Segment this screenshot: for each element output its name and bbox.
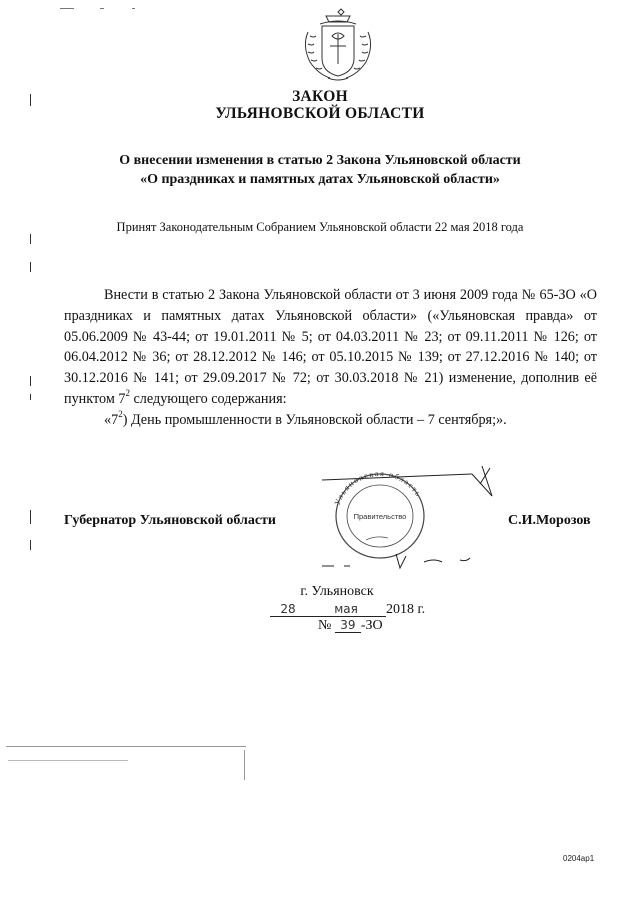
new-item-open: «7 bbox=[104, 411, 119, 428]
new-item-superscript: 2 bbox=[118, 409, 123, 420]
law-body bbox=[64, 285, 597, 431]
margin-mark bbox=[30, 234, 31, 244]
adoption-note: Принят Законодательным Собранием Ульяновской области 22 мая 2018 года bbox=[116, 220, 524, 234]
region-title: УЛЬЯНОВСКОЙ ОБЛАСТИ bbox=[215, 105, 425, 122]
amendment-text: Внести в статью 2 Закона Ульяновской области от 3 июня 2009 года № 65-ЗО «О праздниках и памятных датах Ульяновской области» («Ульяновская правда» от 05.06.2009 № 43-44; от 19.01.2011 № 5; от 04.03.2011 № 23; от 09.11.2011 № 126; от 06.04.2012 № 36; от 28.12.2012 № 146; от 05.10.2015 № 139; от 27.12.2016 № 140; от 30.12.2016 № 141; от 29.09.2017 № 72; от 30.03.2018 № 21) изменение, дополнив её пунктом 7 bbox=[64, 287, 597, 407]
coat-of-arms-emblem bbox=[298, 6, 378, 82]
amendment-text-end: следующего содержания: bbox=[129, 390, 287, 407]
amendment-superscript: 2 bbox=[125, 388, 130, 399]
date-year: 2018 г. bbox=[386, 602, 426, 617]
seal-center-text: Правительство bbox=[353, 512, 407, 521]
scan-speck bbox=[6, 746, 246, 747]
signatory-title: Губернатор Ульяновской области bbox=[64, 513, 276, 528]
number-value: 39 bbox=[335, 618, 361, 633]
new-item-text: ) День промышленности в Ульяновской области – 7 сентября;». bbox=[122, 411, 507, 428]
scan-speck bbox=[132, 8, 135, 9]
scan-speck bbox=[100, 8, 104, 9]
scan-speck bbox=[60, 8, 74, 9]
date-day: 28 bbox=[270, 602, 306, 617]
number-sign: № bbox=[318, 618, 332, 633]
number-suffix: -ЗО bbox=[360, 618, 383, 633]
signatory-name: С.И.Морозов bbox=[508, 513, 591, 528]
margin-mark bbox=[30, 376, 31, 386]
new-item-paragraph bbox=[64, 410, 597, 431]
signing-date bbox=[270, 602, 425, 618]
city: г. Ульяновск bbox=[300, 584, 374, 599]
footer-code: 0204ар1 bbox=[563, 854, 595, 863]
margin-mark bbox=[30, 94, 31, 106]
amendment-paragraph bbox=[64, 285, 597, 410]
margin-mark bbox=[30, 540, 31, 550]
subject-line-1: О внесении изменения в статью 2 Закона Ульяновской области bbox=[119, 153, 521, 168]
scan-speck bbox=[244, 750, 245, 780]
margin-mark bbox=[30, 510, 31, 524]
subject-line-2: «О праздниках и памятных датах Ульяновской области» bbox=[140, 172, 500, 187]
document-type-title: ЗАКОН bbox=[292, 88, 348, 105]
margin-mark bbox=[30, 262, 31, 272]
margin-mark bbox=[30, 394, 31, 400]
date-month: мая bbox=[306, 602, 386, 617]
scan-speck bbox=[8, 760, 128, 761]
seal-ring-text: Ульяновская область bbox=[332, 468, 424, 507]
law-number bbox=[318, 618, 383, 634]
handwritten-signature bbox=[304, 462, 504, 572]
